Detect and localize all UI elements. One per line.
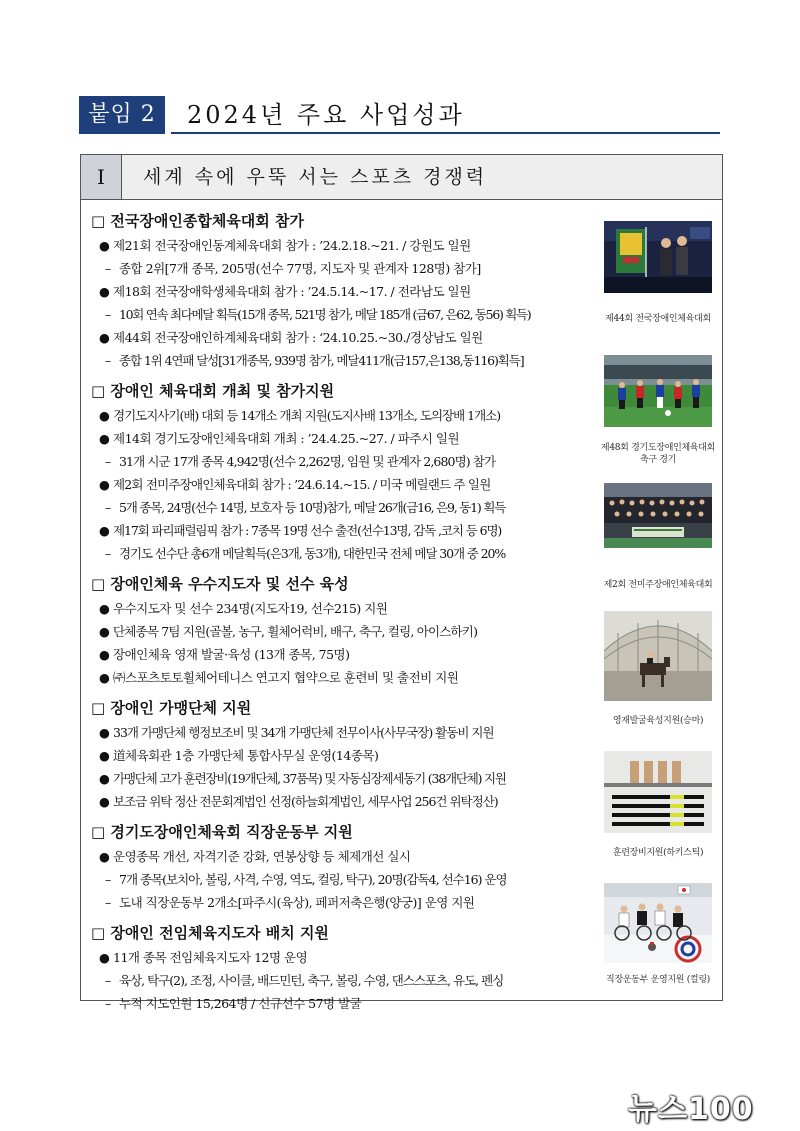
- block-event-hosting: [91, 379, 596, 565]
- block-title: □ 장애인 전임체육지도자 배치 지원: [91, 924, 329, 942]
- photo-caption: 영재발굴육성지원(승마): [612, 716, 704, 726]
- photo-football-match: [604, 355, 712, 427]
- bullet-line: ● 道체육회관 1층 가맹단체 통합사무실 운영(14종목): [99, 748, 379, 763]
- bullet-line: ● 운영종목 개선, 자격기준 강화, 연봉상향 등 체제개선 실시: [99, 849, 411, 864]
- photo-horse-riding: [604, 611, 712, 701]
- bullet-line: ● 제18회 전국장애학생체육대회 참가 : ’24.5.14.~17. / 전라남도 일원: [99, 284, 471, 299]
- block-coaches-athletes: [91, 572, 596, 689]
- block-title: □ 장애인 체육대회 개최 및 참가지원: [91, 382, 335, 400]
- section-title: 세계 속에 우뚝 서는 스포츠 경쟁력: [143, 166, 488, 188]
- photo-caption: 직장운동부 운영지원 (컬링): [606, 975, 710, 985]
- photo-caption: 제44회 전국장애인체육대회: [605, 314, 711, 324]
- dash-line: – 누적 지도인원 15,264명 / 신규선수 57명 발굴: [105, 996, 362, 1011]
- photo-team-group: [604, 483, 712, 548]
- section-box: [80, 154, 723, 1011]
- bullet-line: ● 제17회 파리패럴림픽 참가 : 7종목 19명 선수 출전(선수13명, 감독 ,코치 등 6명): [99, 523, 502, 538]
- block-workplace-teams: [91, 820, 596, 914]
- dash-line: – 경기도 선수단 총6개 메달획득(은3개, 동3개), 대한민국 전체 메달 30개 중 20%: [105, 546, 506, 561]
- bullet-line: ● 제14회 경기도장애인체육대회 개최 : ’24.4.25.~27. / 파주시 일원: [99, 431, 460, 446]
- photo-national-games: [604, 221, 712, 293]
- photo-caption: 제48회 경기도장애인체육대회 축구 경기: [600, 443, 716, 465]
- block-athletes-national-games: [91, 209, 596, 372]
- dash-line: – 도내 직장운동부 2개소[파주시(육상), 페퍼저축은행(양궁)] 운영 지원: [105, 895, 475, 910]
- dash-line: – 종합 1위 4연패 달성[31개종목, 939명 참가, 메달411개(금157,은138,동116)획득]: [105, 353, 524, 368]
- bullet-line: ● 단체종목 7팀 지원(골볼, 농구, 휠체어럭비, 배구, 축구, 컬링, 아이스하키): [99, 624, 478, 639]
- bullet-line: ● 보조금 위탁 정산 전문회계법인 선정(하늘회계법인, 세무사업 256건 위탁정산): [99, 794, 498, 809]
- photo-curling-team: [604, 883, 712, 963]
- bullet-line: ● 33개 가맹단체 행정보조비 및 34개 가맹단체 전무이사(사무국장) 활동비 지원: [99, 725, 494, 740]
- section-number: I: [81, 155, 122, 199]
- bullet-line: ● 장애인체육 영재 발굴·육성 (13개 종목, 75명): [99, 647, 350, 662]
- section-content: [91, 209, 596, 1022]
- bullet-line: ● 11개 종목 전임체육지도자 12명 운영: [99, 950, 308, 965]
- attachment-header: [79, 96, 720, 134]
- section-header: [81, 155, 722, 200]
- block-dedicated-instructors: [91, 921, 596, 1015]
- block-title: □ 장애인체육 우수지도자 및 선수 육성: [91, 575, 349, 593]
- bullet-line: ● 제2회 전미주장애인체육대회 참가 : ’24.6.14.~15. / 미국 메릴랜드 주 일원: [99, 477, 491, 492]
- attachment-tag: 붙임 2: [79, 96, 165, 134]
- dash-line: – 종합 2위[7개 종목, 205명(선수 77명, 지도자 및 관계자 128명) 참가]: [105, 261, 481, 276]
- dash-line: – 5개 종목, 24명(선수 14명, 보호자 등 10명)참가, 메달 26개(금16, 은9, 동1) 획득: [105, 500, 506, 515]
- page-title: 2024년 주요 사업성과: [187, 101, 465, 129]
- block-title: □ 경기도장애인체육회 직장운동부 지원: [91, 823, 353, 841]
- watermark-logo: 뉴스100: [628, 1092, 754, 1127]
- bullet-line: ● 제21회 전국장애인동계체육대회 참가 : ’24.2.18.~21. / 강원도 일원: [99, 238, 471, 253]
- bullet-line: ● 제44회 전국장애인하계체육대회 참가 : ‘24.10.25.~30./경상남도 일원: [99, 330, 483, 345]
- block-title: □ 장애인 가맹단체 지원: [91, 699, 252, 717]
- bullet-line: ● 경기도지사기(배) 대회 등 14개소 개최 지원(도지사배 13개소, 도의장배 1개소): [99, 408, 501, 423]
- bullet-line: ● 가맹단체 고가 훈련장비(19개단체, 37품목) 및 자동심장제세동기 (38개단체) 지원: [99, 771, 506, 786]
- header-underline: [171, 132, 720, 134]
- dash-line: – 육상, 탁구(2), 조정, 사이클, 배드민턴, 축구, 볼링, 수영, 댄스스포츠, 유도, 펜싱: [105, 973, 504, 988]
- dash-line: – 10회 연속 최다메달 획득(15개 종목, 521명 참가, 메달 185개 (금67, 은62, 동56) 획득): [105, 307, 531, 322]
- block-member-organizations: [91, 696, 596, 813]
- dash-line: – 31개 시군 17개 종목 4,942명(선수 2,262명, 임원 및 관계자 2,680명) 참가: [105, 454, 496, 469]
- bullet-line: ● 우수지도자 및 선수 234명(지도자19, 선수215) 지원: [99, 601, 388, 616]
- photo-caption: 훈련장비지원(하키스틱): [612, 848, 704, 858]
- photo-hockey-sticks: [604, 751, 712, 833]
- bullet-line: ● ㈜스포츠토토휠체어테니스 연고지 협약으로 훈련비 및 출전비 지원: [99, 670, 459, 685]
- block-title: □ 전국장애인종합체육대회 참가: [91, 212, 304, 230]
- photo-caption: 제2회 전미주장애인체육대회: [603, 580, 713, 590]
- dash-line: – 7개 종목(보치아, 볼링, 사격, 수영, 역도, 컬링, 탁구), 20명(감독4, 선수16) 운영: [105, 872, 507, 887]
